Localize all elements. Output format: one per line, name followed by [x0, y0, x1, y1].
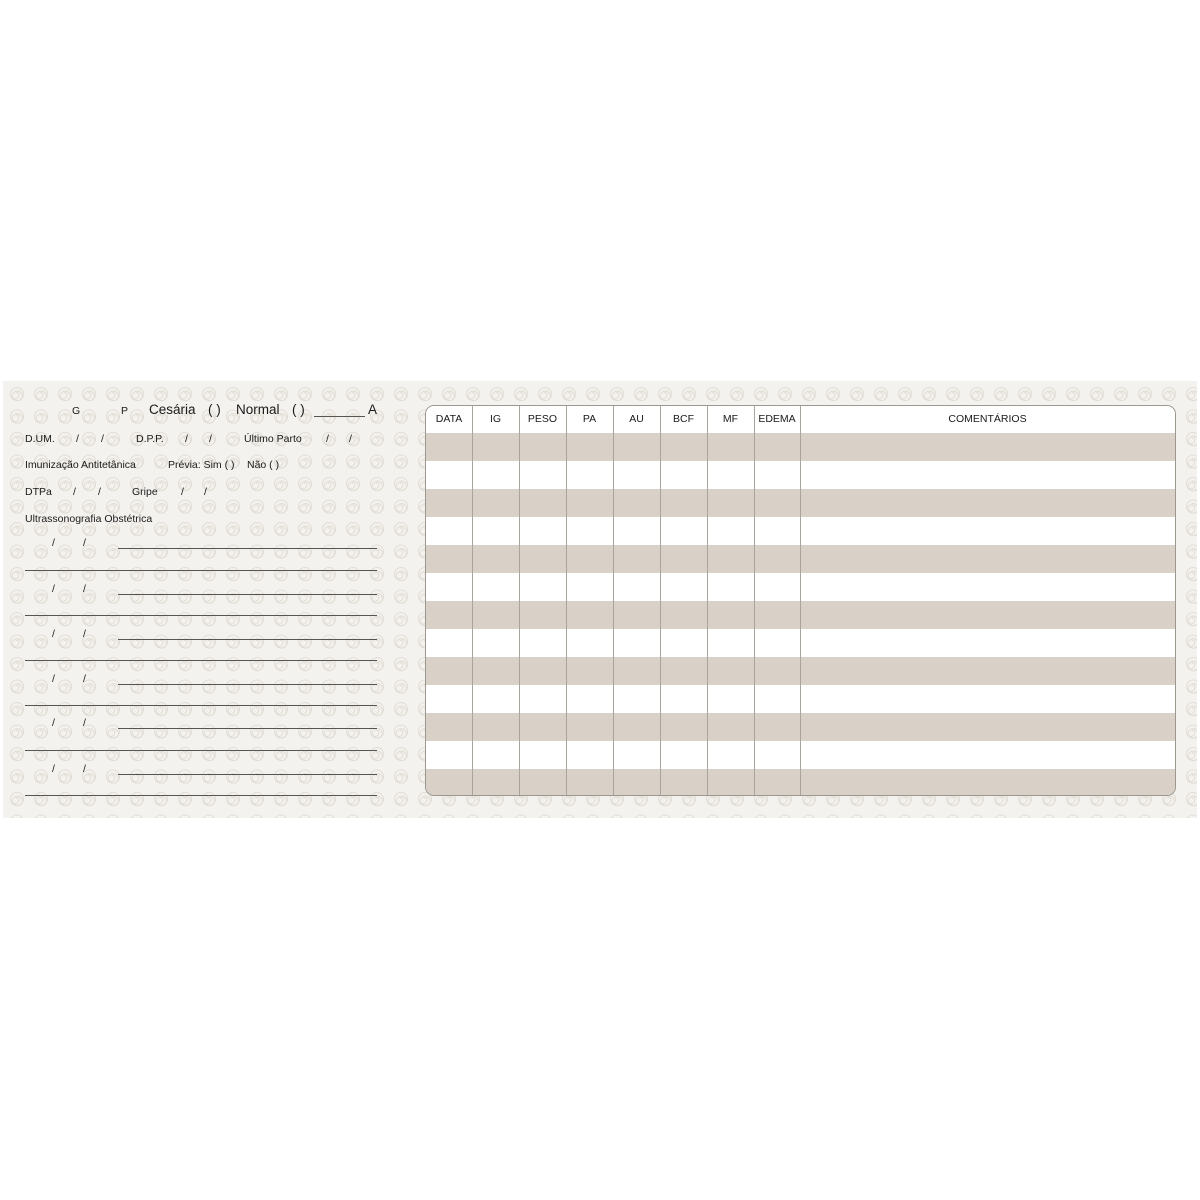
date-slash: / [52, 583, 55, 595]
column-header-mf: MF [722, 413, 739, 425]
date-slash: / [52, 628, 55, 640]
last-birth-label: Último Parto [244, 433, 302, 445]
column-header-edema: EDEMA [758, 413, 796, 425]
flu-label: Gripe [132, 486, 158, 498]
ultrasound-note-line[interactable] [118, 548, 377, 549]
gestation-label: G [72, 405, 81, 417]
column-header-ig: IG [489, 413, 502, 425]
column-divider [800, 406, 801, 795]
cesarean-checkbox[interactable]: ( ) [208, 402, 221, 417]
parity-label: P [121, 405, 129, 417]
column-header-weight: PESO [527, 413, 558, 425]
column-divider [519, 406, 520, 795]
ultrasound-note-line[interactable] [25, 615, 377, 616]
ultrasound-note-line[interactable] [25, 795, 377, 796]
abortion-count-line[interactable] [314, 416, 365, 417]
date-slash: / [185, 433, 188, 445]
column-header-au: AU [629, 413, 644, 425]
prenatal-card [3, 381, 1197, 818]
previous-no-option[interactable]: Não ( ) [247, 459, 280, 471]
date-slash: / [83, 583, 86, 595]
consultation-table [425, 405, 1176, 796]
column-header-pa: PA [582, 413, 597, 425]
date-slash: / [52, 717, 55, 729]
column-header-bcf: BCF [673, 413, 694, 425]
column-divider [660, 406, 661, 795]
date-slash: / [349, 433, 352, 445]
dpp-label: D.P.P. [136, 433, 164, 445]
date-slash: / [209, 433, 212, 445]
date-slash: / [83, 717, 86, 729]
previous-yes-option[interactable]: Prévia: Sim ( ) [168, 459, 235, 471]
date-slash: / [52, 537, 55, 549]
column-header-date: DATA [435, 413, 463, 425]
ultrasound-note-line[interactable] [118, 728, 377, 729]
date-slash: / [83, 763, 86, 775]
date-slash: / [83, 628, 86, 640]
ultrasound-note-line[interactable] [25, 705, 377, 706]
ultrasound-note-line[interactable] [118, 594, 377, 595]
normal-label: Normal [236, 402, 280, 417]
date-slash: / [76, 433, 79, 445]
patient-history-form [3, 381, 413, 818]
date-slash: / [83, 537, 86, 549]
date-slash: / [204, 486, 207, 498]
ultrasound-note-line[interactable] [25, 660, 377, 661]
column-header-comments: COMENTÁRIOS [948, 413, 1027, 425]
date-slash: / [326, 433, 329, 445]
ultrasound-label: Ultrassonografia Obstétrica [25, 513, 153, 525]
cesarean-label: Cesária [149, 402, 196, 417]
column-divider [472, 406, 473, 795]
date-slash: / [52, 673, 55, 685]
ultrasound-note-line[interactable] [118, 639, 377, 640]
abortion-label: A [368, 402, 378, 417]
date-slash: / [83, 673, 86, 685]
ultrasound-note-line[interactable] [25, 570, 377, 571]
column-divider [754, 406, 755, 795]
ultrasound-note-line[interactable] [118, 774, 377, 775]
date-slash: / [98, 486, 101, 498]
date-slash: / [101, 433, 104, 445]
ultrasound-note-line[interactable] [118, 684, 377, 685]
date-slash: / [181, 486, 184, 498]
immunization-label: Imunização Antitetânica [25, 459, 136, 471]
dum-label: D.UM. [25, 433, 55, 445]
normal-checkbox[interactable]: ( ) [292, 402, 305, 417]
date-slash: / [52, 763, 55, 775]
ultrasound-note-line[interactable] [25, 750, 377, 751]
column-divider [613, 406, 614, 795]
column-divider [707, 406, 708, 795]
column-divider [566, 406, 567, 795]
dtpa-label: DTPa [25, 486, 52, 498]
date-slash: / [73, 486, 76, 498]
